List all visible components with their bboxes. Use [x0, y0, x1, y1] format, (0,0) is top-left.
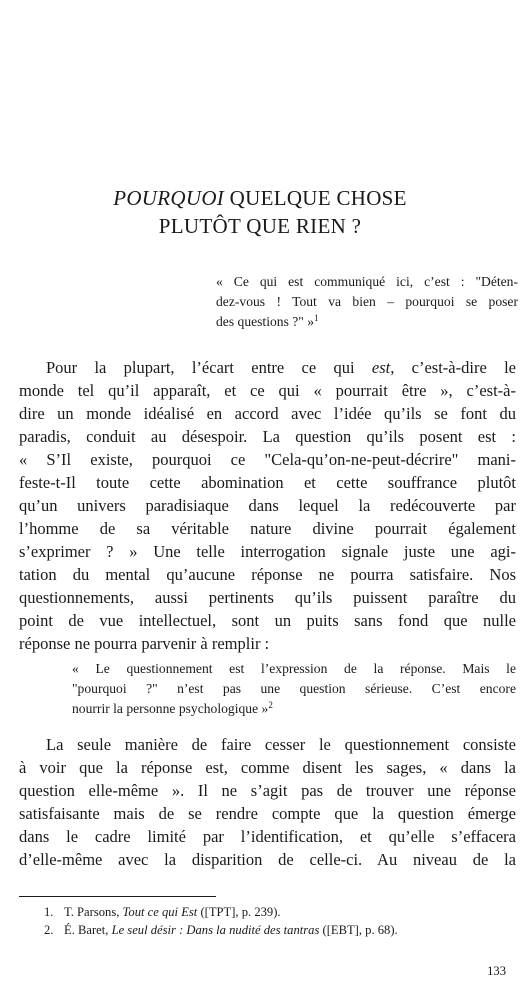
quote-line: nourrir la personne psychologique »	[72, 701, 269, 716]
paragraph-line: qu’un univers paradisiaque dans lequel la redécouverte par	[19, 496, 516, 515]
chapter-title	[0, 184, 520, 240]
page-number: 133	[487, 964, 506, 978]
epigraph-line: des questions ?" »	[216, 314, 315, 329]
paragraph-line: tation du mental qu’aucune réponse ne pourra satisfaire. Nos	[19, 565, 516, 584]
paragraph-line: La seule manière de faire cesser le questionnement consiste	[46, 735, 516, 754]
footnote-number: 2.	[44, 923, 54, 937]
paragraph-line: dans le cadre limité par l’identification, et qu’elle s’effacera	[19, 827, 516, 846]
paragraph-line: l’homme de sa véritable nature divine pourrait également	[19, 519, 516, 538]
quote-line: "pourquoi ?" n’est pas une question sérieuse. C’est encore	[72, 681, 516, 696]
paragraph-line: dire un monde idéalisé en accord avec l’idée qu’ils se font du	[19, 404, 516, 423]
paragraph-line: d’elle-même avec la disparition de celle-ci. Au niveau de la	[19, 850, 516, 869]
paragraph-line: point de vue intellectuel, sont un puits sans fond que nulle	[19, 611, 516, 630]
paragraph-text: , c’est-à-dire le	[390, 358, 516, 377]
paragraph-line-last: réponse ne pourra parvenir à remplir :	[19, 634, 270, 653]
quote-line-last	[72, 699, 516, 719]
epigraph-line: dez-vous ! Tout va bien – pourquoi se poser	[216, 294, 518, 309]
epigraph-line-last	[216, 312, 518, 332]
footnote-author: É. Baret,	[64, 923, 112, 937]
paragraph-line: feste-t-Il toute cette abomination et cette souffrance plutôt	[19, 473, 516, 492]
paragraph-2	[19, 733, 516, 871]
block-quote	[72, 659, 516, 719]
footnote-work-title: Tout ce qui Est	[122, 905, 198, 919]
footnote-1	[44, 903, 504, 921]
chapter-title-line-2: PLUTÔT QUE RIEN ?	[158, 214, 362, 238]
footnote-ref-1: 1	[314, 313, 319, 323]
epigraph	[216, 272, 518, 332]
paragraph-line: « S’Il existe, pourquoi ce "Cela-qu’on-ne-peut-décrire" mani-	[19, 450, 516, 469]
footnote-reference: ([TPT], p. 239).	[197, 905, 281, 919]
paragraph-line: monde tel qu’il apparaît, et ce qui « pourrait être », c’est-à-	[19, 381, 516, 400]
paragraph-line: paradis, conduit au désespoir. La question qu’ils posent est :	[19, 427, 516, 446]
paragraph-text: Pour la plupart, l’écart entre ce qui	[46, 358, 372, 377]
footnote-reference: ([EBT], p. 68).	[319, 923, 398, 937]
footnotes	[44, 903, 504, 939]
footnote-work-title: Le seul désir : Dans la nudité des tantras	[111, 923, 320, 937]
footnote-divider	[19, 896, 216, 897]
footnote-number: 1.	[44, 905, 54, 919]
paragraph-line: satisfaisante mais de se rendre compte que la question émerge	[19, 804, 516, 823]
epigraph-line: « Ce qui est communiqué ici, c’est : "Déten-	[216, 274, 518, 289]
chapter-title-rest: QUELQUE CHOSE	[224, 186, 407, 210]
emphasis-est: est	[371, 358, 391, 377]
footnote-2	[44, 921, 504, 939]
chapter-title-line-1	[0, 184, 520, 212]
paragraph-line	[19, 356, 516, 379]
chapter-title-italic-word: POURQUOI	[113, 186, 225, 210]
paragraph-line: question elle-même ». Il ne s’agit pas de trouver une réponse	[19, 781, 516, 800]
quote-line: « Le questionnement est l’expression de la réponse. Mais le	[72, 661, 516, 676]
paragraph-1	[19, 356, 516, 655]
paragraph-line: à voir que la réponse est, comme disent les sages, « dans la	[19, 758, 516, 777]
footnote-author: T. Parsons,	[64, 905, 123, 919]
footnote-ref-2: 2	[268, 700, 273, 710]
paragraph-line: s’exprimer ? » Une telle interrogation signale juste une agi-	[19, 542, 516, 561]
paragraph-line: questionnements, aussi pertinents qu’ils puissent paraître du	[19, 588, 516, 607]
